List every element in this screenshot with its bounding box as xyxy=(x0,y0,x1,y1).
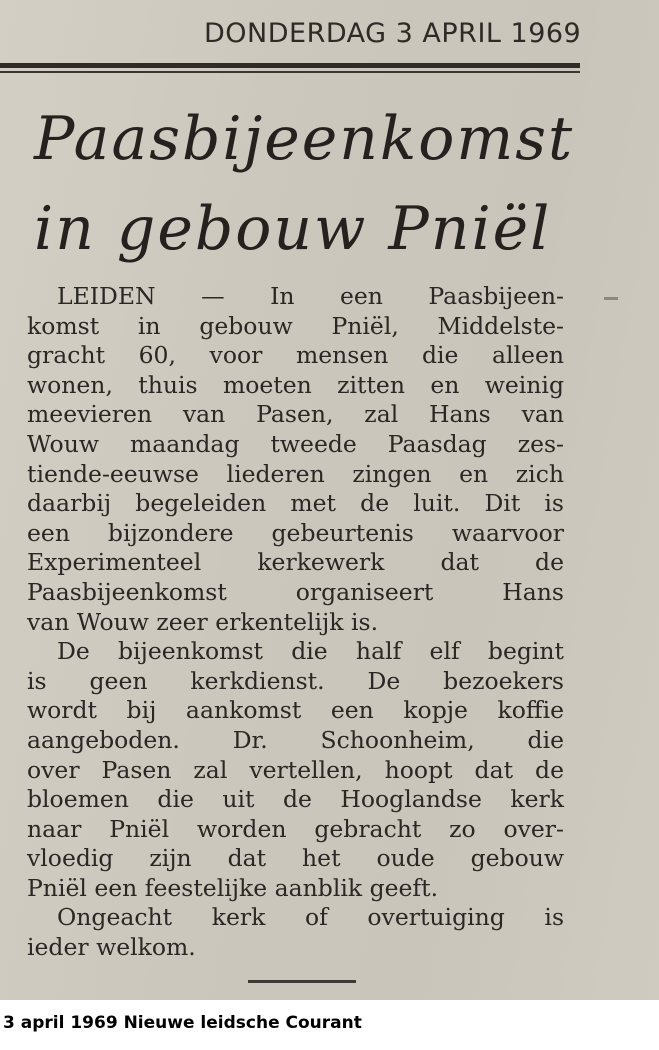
end-rule xyxy=(248,980,356,983)
text-line: van Wouw zeer erkentelijk is. xyxy=(27,607,379,636)
text-line: aangeboden. Dr. Schoonheim, die xyxy=(27,725,564,754)
text-line: Wouw maandag tweede Paasdag zes- xyxy=(27,429,564,458)
text-line: tiende-eeuwse liederen zingen en zich xyxy=(27,459,564,488)
print-speck xyxy=(604,297,618,300)
text-line: Pniël een feestelijke aanblik geeft. xyxy=(27,873,439,902)
text-line: Experimenteel kerkewerk dat de xyxy=(27,548,564,577)
text-line: wonen, thuis moeten zitten en weinig xyxy=(27,370,564,399)
dateline: DONDERDAG 3 APRIL 1969 xyxy=(204,18,582,49)
text-line: LEIDEN — In een Paasbijeen- xyxy=(57,282,564,310)
headline-line-1: Paasbijeenkomst xyxy=(34,104,575,174)
text-line: over Pasen zal vertellen, hoopt dat de xyxy=(27,755,564,784)
text-line: meevieren van Pasen, zal Hans van xyxy=(27,400,564,429)
text-line: wordt bij aankomst een kopje koffie xyxy=(27,696,564,725)
text-line: ieder welkom. xyxy=(27,933,196,962)
text-line: is geen kerkdienst. De bezoekers xyxy=(27,666,564,695)
text-line: Paasbijeenkomst organiseert Hans xyxy=(27,577,564,606)
text-line: bloemen die uit de Hooglandse kerk xyxy=(27,785,564,814)
text-line: een bijzondere gebeurtenis waarvoor xyxy=(27,518,564,547)
text-line: gracht 60, voor mensen die alleen xyxy=(27,341,564,370)
text-line: vloedig zijn dat het oude gebouw xyxy=(27,844,564,873)
headline-line-2: in gebouw Pniël xyxy=(34,194,552,264)
source-caption: 3 april 1969 Nieuwe leidsche Courant xyxy=(3,1013,362,1033)
text-line: naar Pniël worden gebracht zo over- xyxy=(27,814,564,843)
header-rule-thin xyxy=(0,71,580,73)
paragraph-2 xyxy=(27,637,564,903)
paragraph-1 xyxy=(27,282,564,637)
text-line: Ongeacht kerk of overtuiging is xyxy=(57,903,564,932)
article-body xyxy=(27,282,564,963)
text-line: komst in gebouw Pniël, Middelste- xyxy=(27,311,564,340)
text-line: daarbij begeleiden met de luit. Dit is xyxy=(27,489,564,518)
headline xyxy=(34,94,594,274)
header-rule-thick xyxy=(0,63,580,68)
paragraph-3 xyxy=(27,903,564,962)
text-line: De bijeenkomst die half elf begint xyxy=(57,637,564,666)
